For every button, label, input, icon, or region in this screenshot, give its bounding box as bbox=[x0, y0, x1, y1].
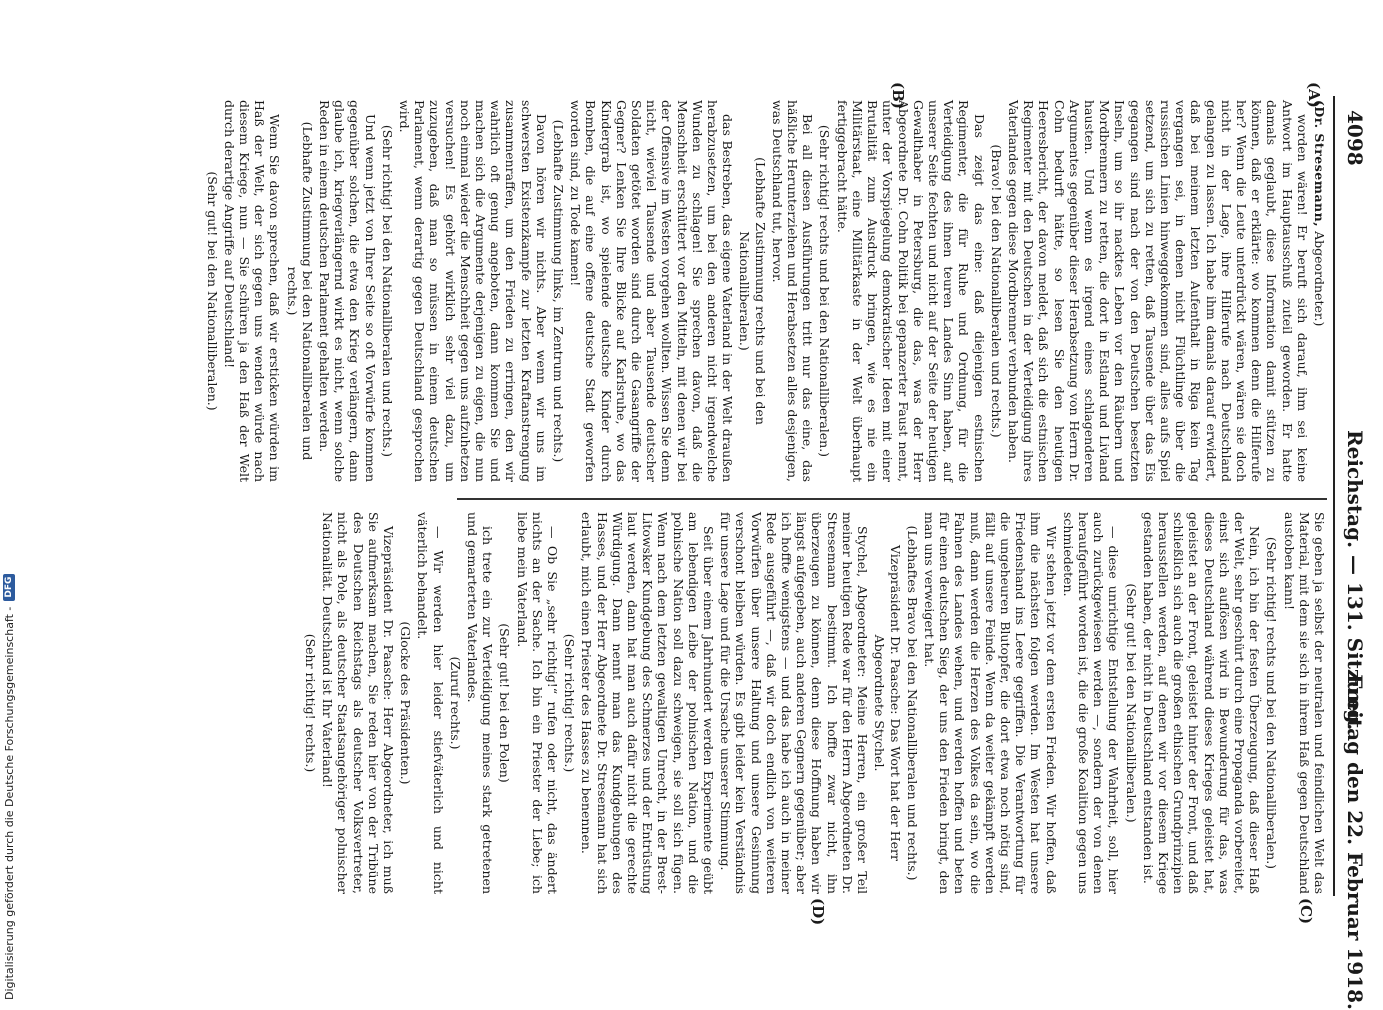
paragraph: — Wir werden hier leider stiefväterlich und nicht väterlich behandelt. bbox=[415, 512, 446, 894]
page-number: 4098 bbox=[1343, 110, 1367, 166]
margin-marker-a: (A) bbox=[1305, 82, 1323, 108]
interjection: (Sehr gut! bei den Nationalliberalen.) bbox=[204, 171, 220, 411]
paragraph: Seit über einem Jahrhundert werden Experimente geübt am lebendigen Leibe der polnischen Nation, und die polnische Nation soll dazu schweigen, sie soll sich fügen. Wenn nach dem letzten gewaltigen Unrecht, in der Brest-Litowsker Kundgebung des Schmerzes und der Entrüstung laut werden, dann hat man auch dafür nicht die gerechte Würdigung. Dann nennt man das Kundgebungen des Hasses, und der Herr Abgeordnete Dr. Stresemann hat sich erlaubt, mich einen Priester des Hasses zu benennen. bbox=[579, 512, 717, 894]
interjection: (Sehr richtig! rechts und bei den Nationalliberalen.) bbox=[1264, 536, 1280, 870]
paragraph: Davon hören wir nichts. Aber wenn wir uns im schwersten Existenzkampfe zur letzten Kraftanstrengung zusammenraffen, um den Frieden zu erringen, den wir wahrlich oft genug angeboten, dann kommen Sie und machen sich die Argumente derjenigen zu eigen, die nun noch einmal wieder die Menschheit gegen uns aufzuhetzen versuchen! Es gehört wirklich sehr viel dazu, um zuzugeben, daß man so müssen in einem deutschen Parlament, wenn derartig gegen Deutschland gesprochen wird. bbox=[397, 100, 549, 482]
margin-marker-c: (C) bbox=[1297, 898, 1315, 925]
paragraph: Und wenn jetzt von Ihrer Seite so oft Vorwürfe kommen gegenüber solchen, die etwa den Krieg verlängern, dann glaube ich, kriegverlängernd wirkt es nicht, wenn solche Reden in einem deutschen Parlament gehalten werden. bbox=[317, 100, 378, 482]
interjection: (Zuruf rechts.) bbox=[447, 656, 463, 750]
interjection: (Sehr richtig! bei den Nationalliberalen und rechts.) bbox=[379, 124, 395, 458]
interjection: (Lebhafte Zustimmung rechts und bei den Nationalliberalen.) bbox=[737, 157, 768, 425]
paragraph: Bei all diesen Ausführungen tritt nur das eine, das häßliche Herunterziehen und Herabsetzen alles desjenigen, was Deutschland tut, hervor. bbox=[769, 100, 816, 482]
paragraph: Wir stehen jetzt vor dem ersten Frieden. Wir hoffen, daß ihm die nächsten folgen werden. Im Westen hat unsere Friedenshand ins Leere gegriffen. Die Verantwortung für die ungeheuren Blutopfer, die dort etwa noch nötig sind, fällt auf unsere Feinde. Wenn da weiter gekämpft werden muß, dann werden die Herzen des Volkes da sein, wo die Fahnen des Landes wehen, und werden hoffen und beten für einen deutschen Sieg, der uns den Frieden bringt, den man uns verweigert hat. bbox=[921, 512, 1059, 894]
interjection: (Lebhafte Zustimmung links, im Zentrum und rechts.) bbox=[551, 119, 567, 463]
paragraph: Wenn Sie davon sprechen, daß wir ersticken würden im Haß der Welt, der sich gegen uns wenden würde nach diesem Kriege, nun — Sie schüren ja den Haß der Welt durch derartige Angriffe auf Deutschland! bbox=[221, 100, 283, 482]
interjection: Vizepräsident Dr. Paasche: Das Wort hat der Herr Abgeordnete Stychel. bbox=[872, 545, 903, 861]
left-column bbox=[204, 100, 1327, 482]
paragraph: ich trete ein zur Verteidigung meines stark getretenen und gemarterten Vaterlandes. bbox=[465, 512, 496, 894]
paragraph: — Ob Sie „sehr richtig!“ rufen oder nicht, das ändert nichts an der Sache. Ich bin ein Priester der Liebe; ich liebe mein Vaterland. bbox=[514, 512, 561, 894]
interjection: (Sehr richtig! rechts und bei den Nationalliberalen.) bbox=[817, 124, 833, 458]
interjection: (Sehr richtig! rechts.) bbox=[562, 633, 578, 773]
running-header bbox=[1333, 110, 1369, 1010]
paragraph: Sie geben ja selbst der neutralen und feindlichen Welt das Material, mit dem sie sich in ihrem Haß gegen Deutschland austoben kann! bbox=[1281, 512, 1327, 894]
interjection: (Glocke des Präsidenten.) bbox=[398, 621, 414, 785]
margin-marker-d: (D) bbox=[809, 898, 827, 926]
header-rule bbox=[1333, 96, 1335, 896]
digitization-credit bbox=[0, 0, 18, 1000]
right-column bbox=[303, 512, 1327, 894]
interjection: (Lebhaftes Bravo bei den Nationalliberalen und rechts.) bbox=[904, 525, 920, 881]
paragraph: das Bestreben, das eigene Vaterland in der Welt draußen herabzusetzen, um bei den anderen nicht irgendwelche Wunden zu schlagen! Sie sprechen davon, daß die Menschheit erschüttert vor den Mitteln, mit denen wir bei der Offensive im Westen vorgehen wollten. Wissen Sie denn nicht, wieviel Tausende und aber Tausende deutscher Soldaten getötet worden sind durch die Gasangriffe der Gegner? Lenken Sie Ihre Blicke auf Karlsruhe, wo das Kindergrab ist, wo spielende deutsche Kinder durch Bomben, die auf eine offene deutsche Stadt geworfen worden sind, zu Tode kamen! bbox=[568, 100, 736, 482]
speaker-name: (Dr. Stresemann, bbox=[1312, 100, 1327, 228]
paragraph: Das zeigt das eine: daß diejenigen estnischen Regimenter, die für Ruhe und Ordnung, für die Verteidigung des ihnen teuren Landes Sinn haben, auf unserer Seite fechten und nicht auf der Seite der heutigen Gewalthaber in Petersburg, die das, was der Herr Abgeordnete Dr. Cohn Politik bei gepanzerter Faust nennt, unter der Vorspiegelung demokratischer Ideen mit einer Brutalität zum Ausdruck bringen, wie es nie ein Militärstaat, eine Militärkaste in der Welt überhaupt fertiggebracht hätte. bbox=[834, 100, 987, 482]
interjection: (Sehr gut! bei den Polen) bbox=[497, 623, 513, 783]
paragraph: Nein, ich bin der festen Überzeugung, daß dieser Haß der Welt, sehr geschürt durch eine Propaganda vorbereitet, einst sich auflösen wird in Bewunderung für das, was dieses Deutschland während dieses Krieges geleistet hat, geleistet an der Front, geleistet hinter der Front, und daß schließlich sich auch die großen ethischen Grundprinzipien herausstellen werden, auf denen wir vor diesem Kriege gestanden haben, der nicht in Deutschland entstanden ist. bbox=[1140, 512, 1263, 894]
margin-marker-b: (B) bbox=[889, 82, 907, 109]
paragraph: Stychel, Abgeordneter: Meine Herren, ein großer Teil meiner heutigen Rede war für den Herrn Abgeordneten Dr. Stresemann bestimmt. Ich hoffte zwar nicht, ihn überzeugen zu können, denn diese Hoffnung haben wir längst aufgegeben, auch anderen Gegnern gegenüber; aber ich hoffte wenigstens — und das habe ich auch in meiner Rede ausgeführt —, daß wir doch endlich von weiteren Vorwürfen über unsere Haltung und unsere Gesinnung verschont bleiben würden. Es gibt leider kein Verständnis für unsere Lage und für die Ursache unserer Stimmung. bbox=[718, 512, 871, 894]
speaker-line bbox=[1312, 100, 1327, 482]
session-date: Freitag den 22. Februar 1918. bbox=[1343, 674, 1367, 1010]
credit-text: Digitalisierung gefördert durch die Deutsche Forschungsgemeinschaft - bbox=[2, 606, 16, 1000]
speaker-note: Abgeordneter.) bbox=[1312, 231, 1327, 327]
interjection: (Lebhafte Zustimmung bei den Nationalliberalen und rechts.) bbox=[284, 121, 315, 461]
column-divider bbox=[457, 498, 1327, 500]
interjection: (Sehr richtig! rechts.) bbox=[303, 633, 318, 773]
session-title: Reichstag. — 131. Sitzung. bbox=[1343, 430, 1367, 731]
interjection: (Bravo! bei den Nationalliberalen und rechts.) bbox=[988, 144, 1004, 438]
dfg-logo: DFG bbox=[3, 574, 15, 601]
interjection: (Sehr gut! bei den Nationalliberalen.) bbox=[1123, 583, 1139, 823]
paragraph: worden wären! Er beruft sich darauf, ihm sei keine Antwort im Hauptausschuß zuteil geworden. Er hatte damals geglaubt, diese Information damit stützen zu können, daß er erklärte: wo kommen denn die Hilferufe her? Wenn die Leute unterdrückt wären, wären sie doch nicht in der Lage, ihre Hilferufe nach Deutschland gelangen zu lassen. Ich habe ihm damals darauf erwidert, daß bei meinem letzten Aufenthalt in Riga kein Tag vergangen sei, in denen nicht Flüchtlinge über die russischen Linien hinweggekommen sind, alles aufs Spiel setzend, um sich zu retten, daß Tausende über das Eis gegangen sind nach der von den Deutschen besetzten Inseln, um so ihr nacktes Leben vor den Räubern und Mordbrennern zu retten, die dort in Estland und Livland hausten. Und wenn es irgend eines schlagenderen Argumentes gegenüber dieser Herabsetzung von Herrn Dr. Cohn bedurft hätte, so lesen Sie den heutigen Heeresbericht, der davon meldet, daß sich die estnischen Regimenter mit den Deutschen in der Verteidigung ihres Vaterlandes gegen diese Mordbrenner verbunden haben. bbox=[1005, 100, 1310, 482]
paragraph: Vizepräsident Dr. Paasche: Herr Abgeordneter, ich muß Sie aufmerksam machen, Sie reden hier von der Tribüne des Deutschen Reichstags als deutscher Volksvertreter, nicht als Pole, als deutscher Staatsangehöriger polnischer Nationalität. Deutschland ist Ihr Vaterland! bbox=[320, 512, 397, 894]
paragraph: — diese unrichtige Entstellung der Wahrheit, soll, hier auch zurückgewiesen werden —, sondern der von denen heraufgeführt worden ist, die die große Koalition gegen uns schmiedeten. bbox=[1060, 512, 1122, 894]
